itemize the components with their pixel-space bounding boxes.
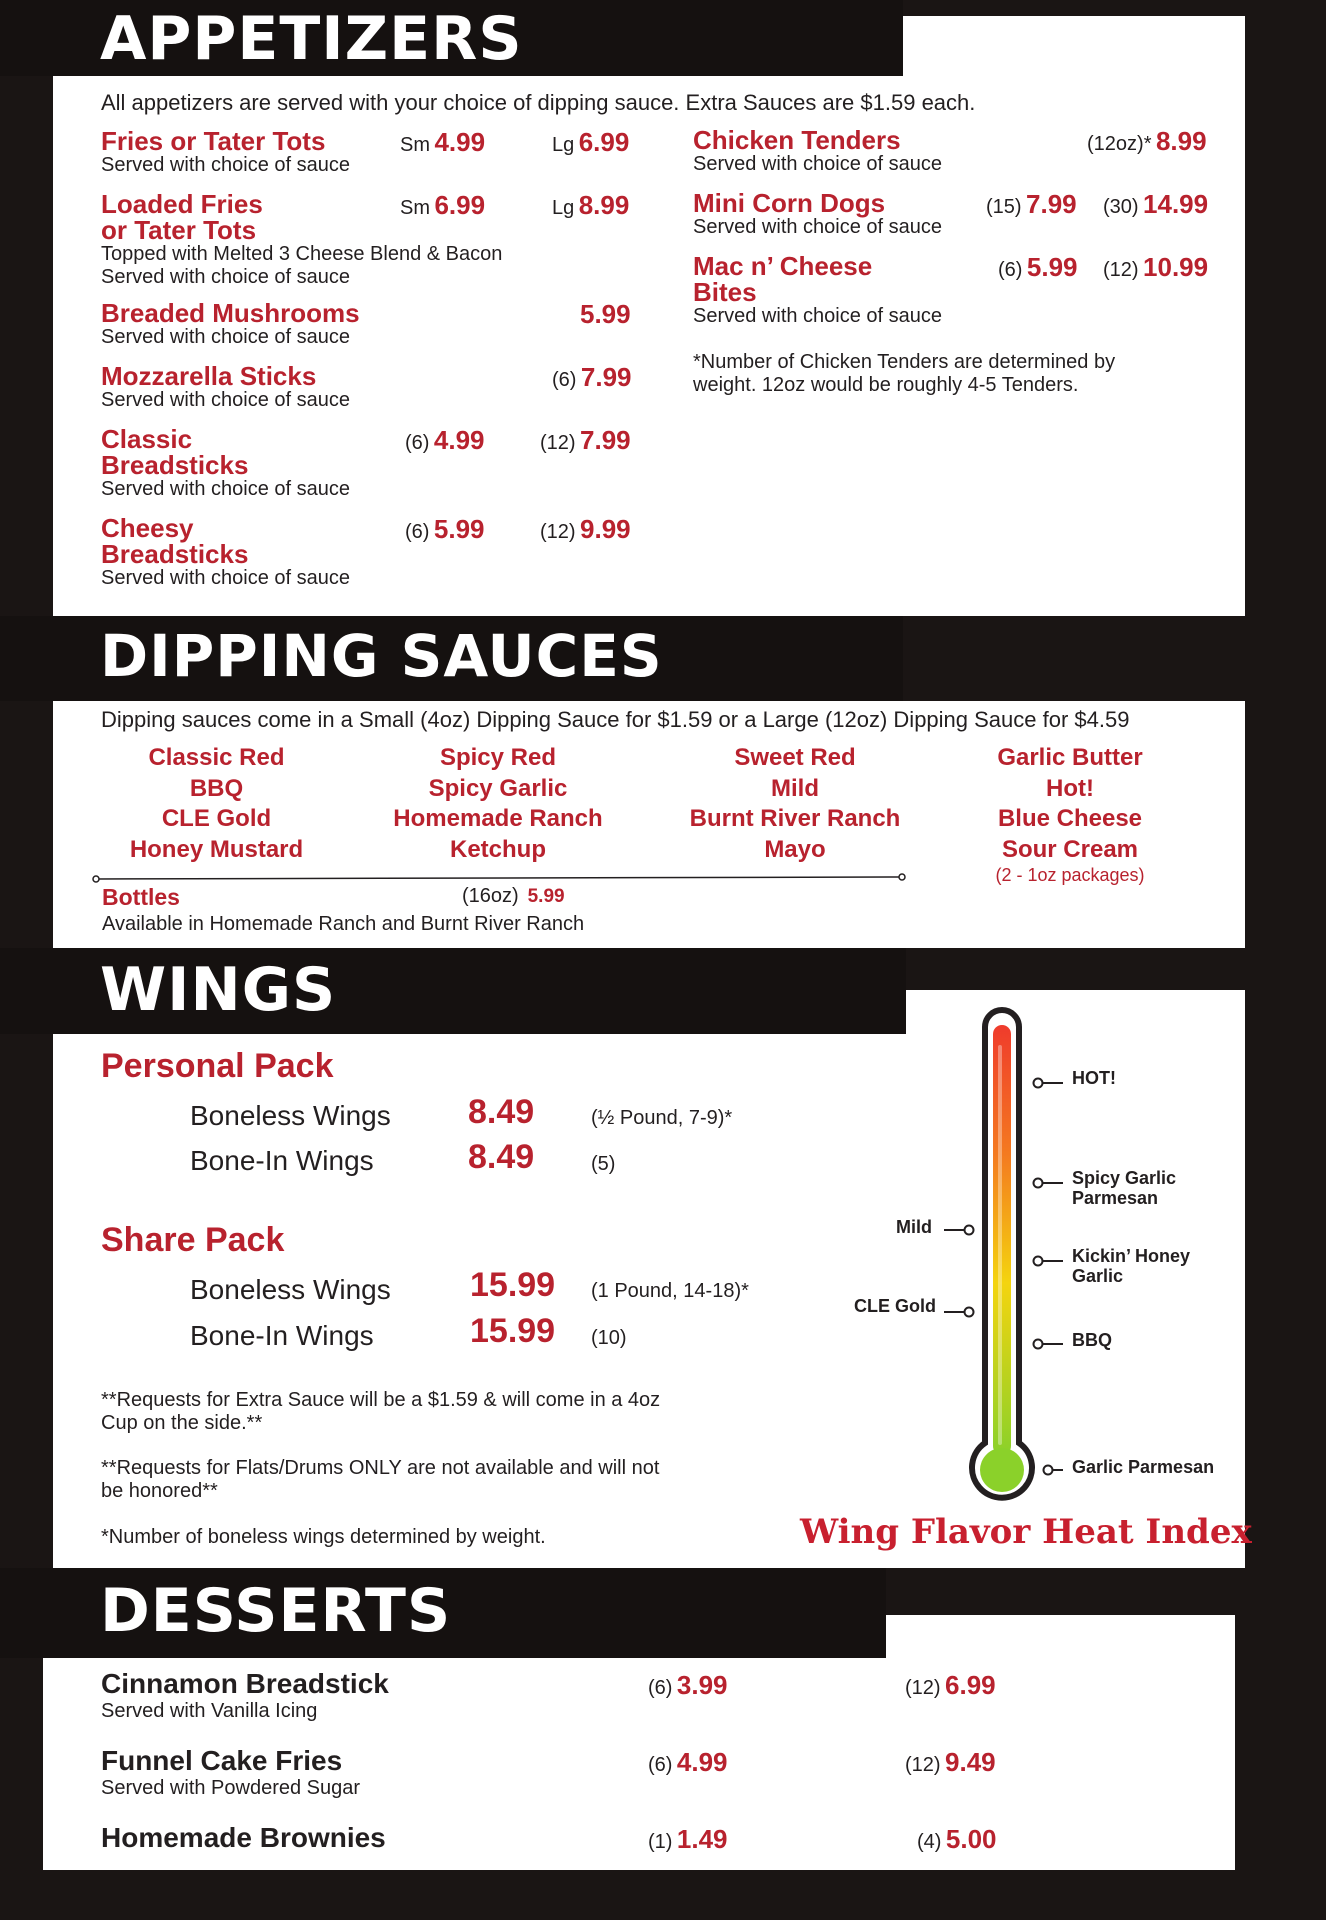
sauce-name: Spicy Red (439, 744, 557, 771)
desserts-title: DESSERTS (100, 1576, 452, 1646)
dessert-name: Funnel Cake Fries (101, 1745, 343, 1776)
price-small: (6) 5.99 (405, 514, 485, 544)
dessert-price-large: (12) 9.49 (905, 1747, 996, 1777)
price-sm: Sm 6.99 (400, 190, 486, 220)
sauce-name: Garlic Butter (997, 744, 1143, 771)
sour-cream-note: (2 - 1oz packages) (995, 865, 1145, 885)
heat-label-spicy-garlic-parmesan: Spicy Garlic Parmesan (1072, 1168, 1177, 1208)
dessert-item (101, 1668, 389, 1723)
dessert-name: Cinnamon Breadstick (101, 1668, 389, 1699)
item-name: Classic (101, 424, 193, 454)
price-large: (12) 10.99 (1103, 252, 1209, 282)
dipping-sauces-title: DIPPING SAUCES (100, 622, 663, 690)
dessert-price-small: (6) 3.99 (648, 1670, 728, 1700)
wing-note: (10) (591, 1327, 627, 1349)
item-name-line2: Breadsticks (101, 539, 249, 569)
wing-name: Bone-In Wings (190, 1145, 374, 1176)
wing-name: Boneless Wings (190, 1274, 391, 1305)
sauce-name: Classic Red (148, 744, 285, 771)
wing-name: Bone-In Wings (190, 1320, 374, 1351)
price: 5.99 (580, 299, 631, 329)
bottles-label: Bottles (102, 884, 180, 910)
bottles-price: (16oz) 5.99 (462, 885, 565, 907)
extra-sauce-note: **Requests for Extra Sauce will be a $1.59 & will come in a 4oz Cup on the side.** (101, 1389, 661, 1434)
price-small: (6) 5.99 (998, 252, 1078, 282)
item-description: Topped with Melted 3 Cheese Blend & Bacon (101, 243, 503, 265)
price-small: (15) 7.99 (986, 189, 1077, 219)
item-description: Served with choice of sauce (693, 153, 943, 175)
sauce-column (670, 743, 920, 865)
wings-title: WINGS (100, 955, 337, 1025)
price-large: (12) 9.99 (540, 514, 631, 544)
sauce-name: Mild (771, 774, 819, 802)
wing-note: (5) (591, 1153, 616, 1175)
item-description: Served with choice of sauce (101, 326, 351, 348)
sauce-name: Honey Mustard (129, 835, 304, 863)
sauce-name: Sour Cream (1001, 835, 1139, 863)
sauce-name: Burnt River Ranch (689, 805, 901, 832)
price-lg: Lg 8.99 (552, 190, 630, 220)
price-lg: Lg 6.99 (552, 127, 630, 157)
appetizer-item (101, 300, 641, 349)
sauce-column (378, 743, 618, 865)
item-name: Mozzarella Sticks (101, 361, 317, 391)
appetizers-intro: All appetizers are served with your choice of dipping sauce. Extra Sauces are $1.59 each. (101, 90, 976, 115)
share-pack-title: Share Pack (101, 1221, 285, 1259)
price-small: (6) 4.99 (405, 425, 485, 455)
flats-drums-note: **Requests for Flats/Drums ONLY are not available and will not be honored** (101, 1457, 660, 1502)
price-sm: Sm 4.99 (400, 127, 486, 157)
heat-connectors (930, 1050, 1070, 1480)
dessert-price-small: (1) 1.49 (648, 1824, 728, 1854)
sauce-column (950, 743, 1190, 885)
wing-note: (1 Pound, 14-18)* (591, 1280, 749, 1302)
heat-label-mild: Mild (896, 1217, 932, 1237)
item-name: Chicken Tenders (693, 125, 901, 155)
heat-label-cle-gold: CLE Gold (854, 1296, 936, 1316)
item-description: Served with choice of sauce (101, 478, 351, 500)
sauce-name: BBQ (189, 774, 244, 802)
wing-name: Boneless Wings (190, 1100, 391, 1131)
item-name-line2: Breadsticks (101, 450, 249, 480)
item-name: Mini Corn Dogs (693, 188, 886, 218)
item-description: Served with choice of sauce (101, 154, 351, 176)
heat-label-bbq: BBQ (1072, 1330, 1112, 1350)
sauce-name: Homemade Ranch (393, 805, 603, 832)
dessert-description: Served with Powdered Sugar (101, 1777, 361, 1799)
bottles-description: Available in Homemade Ranch and Burnt River Ranch (102, 913, 585, 935)
item-name: Breaded Mushrooms (101, 298, 360, 328)
item-description: Served with choice of sauce (693, 305, 943, 327)
tenders-note: *Number of Chicken Tenders are determined by weight. 12oz would be roughly 4-5 Tenders. (693, 351, 1116, 396)
dessert-description: Served with Vanilla Icing (101, 1700, 318, 1722)
price: (6) 7.99 (552, 362, 632, 392)
price-large: (30) 14.99 (1103, 189, 1209, 219)
heat-index-title: Wing Flavor Heat Index (800, 1512, 1252, 1552)
wing-note: (½ Pound, 7-9)* (591, 1107, 733, 1129)
wing-price: 15.99 (470, 1266, 556, 1304)
item-name: Loaded Fries (101, 189, 263, 219)
sauce-name: Spicy Garlic (428, 774, 568, 802)
dessert-item (101, 1745, 360, 1800)
item-name-line2: Bites (693, 277, 757, 307)
sauce-name: Blue Cheese (997, 805, 1143, 832)
item-description: Served with choice of sauce (101, 389, 351, 411)
sauce-column (100, 743, 333, 865)
item-description-line2: Served with choice of sauce (101, 266, 351, 288)
dessert-item (101, 1822, 386, 1854)
dipping-sauces-intro: Dipping sauces come in a Small (4oz) Dipping Sauce for $1.59 or a Large (12oz) Dipping Sauce for $4.59 (101, 707, 1130, 732)
personal-pack-title: Personal Pack (101, 1047, 334, 1085)
item-name: Cheesy (101, 513, 194, 543)
item-description: Served with choice of sauce (693, 216, 943, 238)
heat-label-kickin-honey-garlic: Kickin’ Honey Garlic (1072, 1246, 1191, 1286)
sauce-name: Hot! (1046, 774, 1094, 802)
item-name: Mac n’ Cheese (693, 251, 873, 281)
dessert-price-large: (12) 6.99 (905, 1670, 996, 1700)
price-large: (12) 7.99 (540, 425, 631, 455)
sauce-name: CLE Gold (161, 805, 272, 832)
sauce-name: Mayo (764, 835, 826, 863)
price: (12oz)* 8.99 (1087, 126, 1207, 156)
dessert-price-small: (6) 4.99 (648, 1747, 728, 1777)
heat-label-garlic-parmesan: Garlic Parmesan (1072, 1457, 1215, 1477)
sauce-divider (90, 872, 910, 886)
appetizers-title: APPETIZERS (100, 4, 523, 74)
item-description: Served with choice of sauce (101, 567, 351, 589)
sauce-name: Ketchup (450, 835, 546, 863)
wing-price: 8.49 (468, 1093, 535, 1131)
boneless-weight-note: *Number of boneless wings determined by weight. (101, 1526, 546, 1548)
item-name: Fries or Tater Tots (101, 126, 326, 156)
sauce-name: Sweet Red (734, 744, 856, 771)
dessert-name: Homemade Brownies (101, 1822, 386, 1853)
dessert-price-large: (4) 5.00 (917, 1824, 997, 1854)
wing-price: 8.49 (468, 1138, 535, 1176)
heat-label-hot: HOT! (1072, 1068, 1116, 1088)
wing-price: 15.99 (470, 1312, 556, 1350)
item-name-line2: or Tater Tots (101, 215, 257, 245)
